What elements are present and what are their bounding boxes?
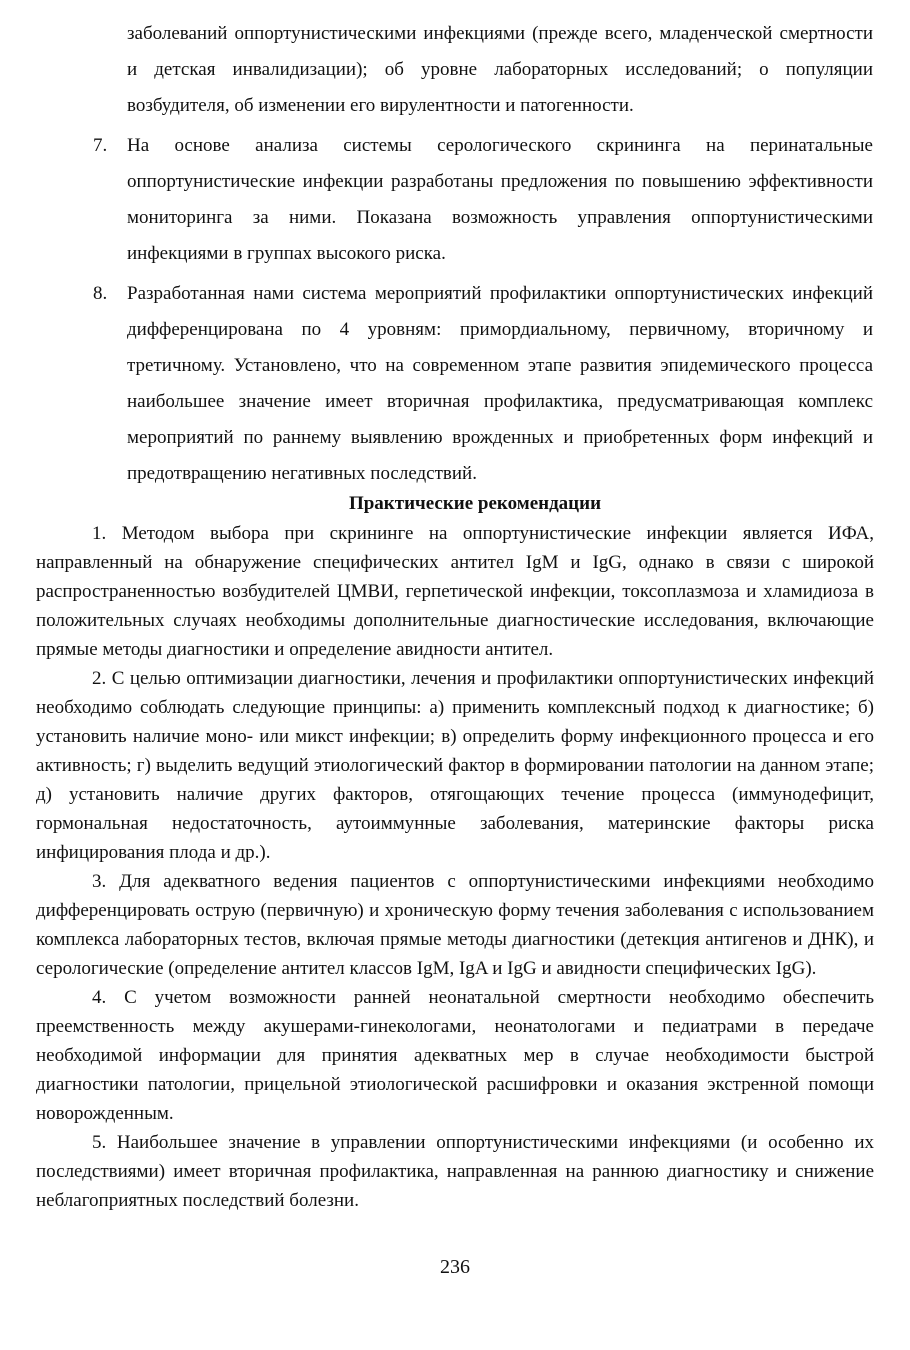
list-item-number: 7.	[93, 135, 108, 156]
list-item-number: 8.	[93, 283, 108, 304]
list-item-continuation	[90, 16, 873, 124]
list-item-text: На основе анализа системы серологического скрининга на перинатальные оппортунистические инфекции разработаны предложения по повышению эффективности мониторинга за ними. Показана возможность управления оппортунистическими инфекциями в группах высокого риска.	[127, 135, 873, 264]
list-item-8	[90, 276, 873, 492]
page-number: 236	[440, 1256, 470, 1278]
section-title: Практические рекомендации	[348, 493, 602, 514]
recommendation-paragraph-5: 5. Наибольшее значение в управлении оппортунистическими инфекциями (и особенно их последствиями) имеет вторичная профилактика, направленная на раннюю диагностику и снижение неблагоприятных последствий болезни.	[36, 1132, 874, 1211]
list-item-7	[90, 128, 873, 272]
list-item-text: Разработанная нами система мероприятий профилактики оппортунистических инфекций дифференцирована по 4 уровням: примордиальному, первичному, вторичному и третичному. Установлено, что на современном этапе развития эпидемического процесса наибольшее значение имеет вторичная профилактика, предусматривающая комплекс мероприятий по раннему выявлению врожденных и приобретенных форм инфекций и предотвращению негативных последствий.	[127, 283, 873, 484]
conclusions-list	[90, 16, 873, 496]
recommendation-paragraph-4: 4. С учетом возможности ранней неонатальной смертности необходимо обеспечить преемственность между акушерами-гинекологами, неонатологами и педиатрами в передаче необходимой информации для принятия адекватных мер в случае необходимости быстрой диагностики патологии, прицельной этиологической расшифровки и оказания экстренной помощи новорожденным.	[36, 987, 874, 1124]
recommendations-section	[36, 491, 874, 1215]
recommendation-paragraph-1: 1. Методом выбора при скрининге на оппортунистические инфекции является ИФА, направленный на обнаружение специфических антител IgM и IgG, однако в связи с широкой распространенностью возбудителей ЦМВИ, герпетической инфекции, токсоплазмоза и хламидиоза в положительных случаях необходимы дополнительные диагностические исследования, включающие прямые методы диагностики и определение авидности антител.	[36, 523, 874, 660]
recommendation-paragraph-2: 2. С целью оптимизации диагностики, лечения и профилактики оппортунистических инфекций необходимо соблюдать следующие принципы: а) применить комплексный подход к диагностике; б) установить наличие моно- или микст инфекции; в) определить форму инфекционного процесса и его активность; г) выделить ведущий этиологический фактор в формировании патологии на данном этапе; д) установить наличие других факторов, отягощающих течение процесса (иммунодефицит, гормональная недостаточность, аутоиммунные заболевания, материнские факторы риска инфицирования плода и др.).	[36, 668, 874, 863]
recommendation-paragraph-3: 3. Для адекватного ведения пациентов с оппортунистическими инфекциями необходимо дифференцировать острую (первичную) и хроническую форму течения заболевания с использованием комплекса лабораторных тестов, включая прямые методы диагностики (детекция антигенов и ДНК), и серологические (определение антител классов IgM, IgA и IgG и авидности специфических IgG).	[36, 871, 874, 979]
list-item-text: заболеваний оппортунистическими инфекциями (прежде всего, младенческой смертности и детская инвалидизации); об уровне лабораторных исследований; о популяции возбудителя, об изменении его вирулентности и патогенности.	[127, 23, 873, 116]
